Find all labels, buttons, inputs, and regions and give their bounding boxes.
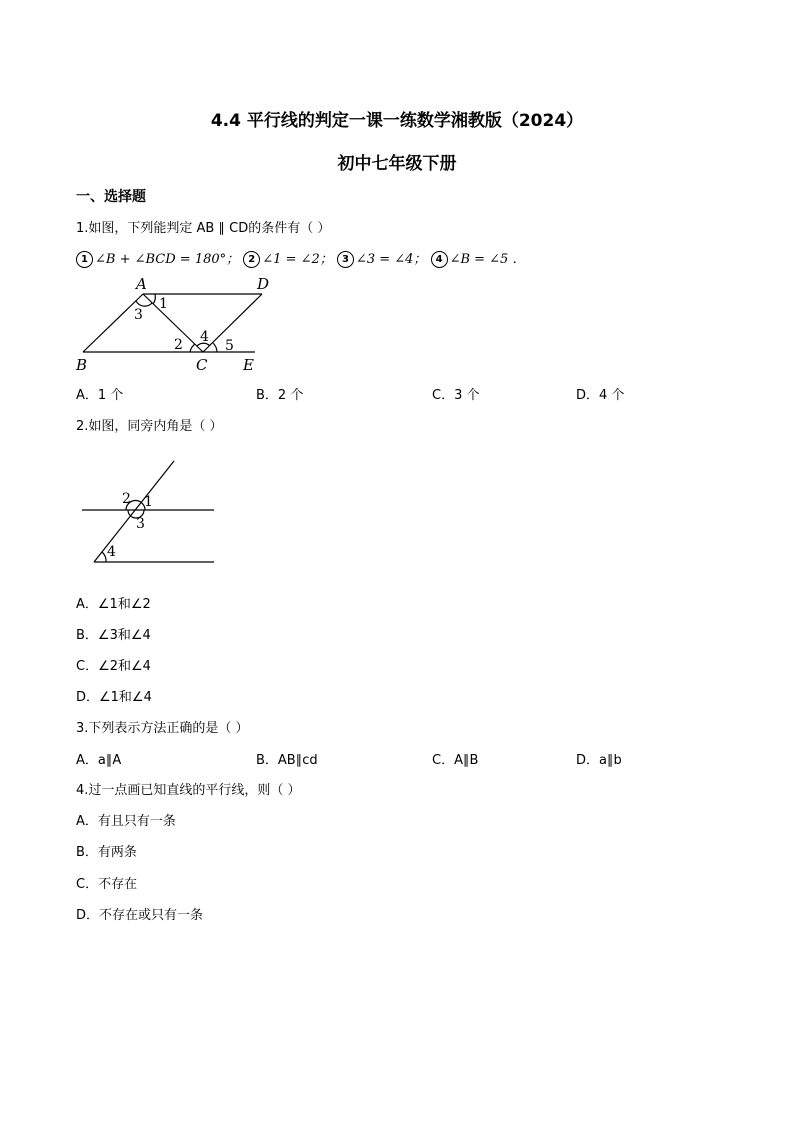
angle-label-4: 4	[107, 544, 116, 560]
question-3-option-c[interactable]: C．A∥B	[432, 753, 479, 768]
angle-label-5: 5	[225, 338, 234, 354]
line-ab	[83, 294, 143, 352]
angle-arc-3	[136, 301, 152, 306]
figure-2-transversal	[76, 455, 221, 570]
angle-arc-2	[190, 344, 195, 352]
condition-2: ∠1 = ∠2；	[262, 252, 333, 267]
angle-arc-5	[213, 343, 217, 352]
label-D: D	[257, 275, 270, 293]
question-2-option-d[interactable]: D．∠1和∠4	[76, 690, 152, 705]
section-heading: 一、选择题	[76, 189, 146, 205]
question-1-option-c[interactable]: C．3 个	[432, 388, 480, 403]
page-subtitle: 初中七年级下册	[337, 154, 457, 174]
question-4-stem: 4.过一点画已知直线的平行线，则（ ）	[76, 783, 301, 798]
question-4-option-d[interactable]: D．不存在或只有一条	[76, 908, 204, 923]
angle-label-2: 2	[122, 491, 131, 507]
question-1-option-b[interactable]: B．2 个	[256, 388, 304, 403]
question-2-option-a[interactable]: A．∠1和∠2	[76, 597, 151, 612]
question-4-option-a[interactable]: A．有且只有一条	[76, 814, 176, 829]
transversal-line	[94, 461, 174, 562]
angle-label-1: 1	[159, 296, 168, 312]
question-1-stem: 1.如图，下列能判定 AB ∥ CD的条件有（ ）	[76, 221, 331, 236]
angle-label-3: 3	[136, 516, 145, 532]
question-3-option-d[interactable]: D．a∥b	[576, 753, 622, 768]
angle-label-1: 1	[144, 494, 153, 510]
question-2-option-b[interactable]: B．∠3和∠4	[76, 628, 151, 643]
question-1-option-d[interactable]: D．4 个	[576, 388, 625, 403]
question-4-option-c[interactable]: C．不存在	[76, 877, 138, 892]
label-B: B	[76, 356, 88, 374]
angle-arc-4	[102, 552, 106, 562]
question-2-option-c[interactable]: C．∠2和∠4	[76, 659, 151, 674]
label-A: A	[136, 275, 147, 293]
angle-label-4: 4	[200, 329, 209, 345]
condition-3: ∠3 = ∠4；	[355, 252, 427, 267]
question-1-conditions	[76, 248, 525, 268]
question-3-option-a[interactable]: A．a∥A	[76, 753, 122, 768]
label-C: C	[196, 356, 208, 374]
angle-arc-1	[153, 294, 155, 304]
condition-1: ∠B + ∠BCD = 180°；	[95, 252, 240, 267]
question-4-option-b[interactable]: B．有两条	[76, 845, 137, 860]
circle-number-1: 1	[76, 251, 93, 268]
question-3-stem: 3.下列表示方法正确的是（ ）	[76, 721, 249, 736]
question-2-stem: 2.如图，同旁内角是（ ）	[76, 419, 223, 434]
line-ac	[143, 294, 203, 352]
figure-1-parallelogram	[70, 272, 290, 377]
angle-label-2: 2	[174, 337, 183, 353]
question-1-option-a[interactable]: A．1 个	[76, 388, 124, 403]
page-title: 4.4 平行线的判定一课一练数学湘教版（2024）	[210, 111, 584, 131]
label-E: E	[243, 356, 254, 374]
angle-label-3: 3	[134, 307, 143, 323]
question-3-option-b[interactable]: B．AB∥cd	[256, 753, 318, 768]
circle-number-3: 3	[337, 251, 354, 268]
condition-4: ∠B = ∠5 ．	[449, 252, 526, 267]
circle-number-4: 4	[431, 251, 448, 268]
circle-number-2: 2	[243, 251, 260, 268]
